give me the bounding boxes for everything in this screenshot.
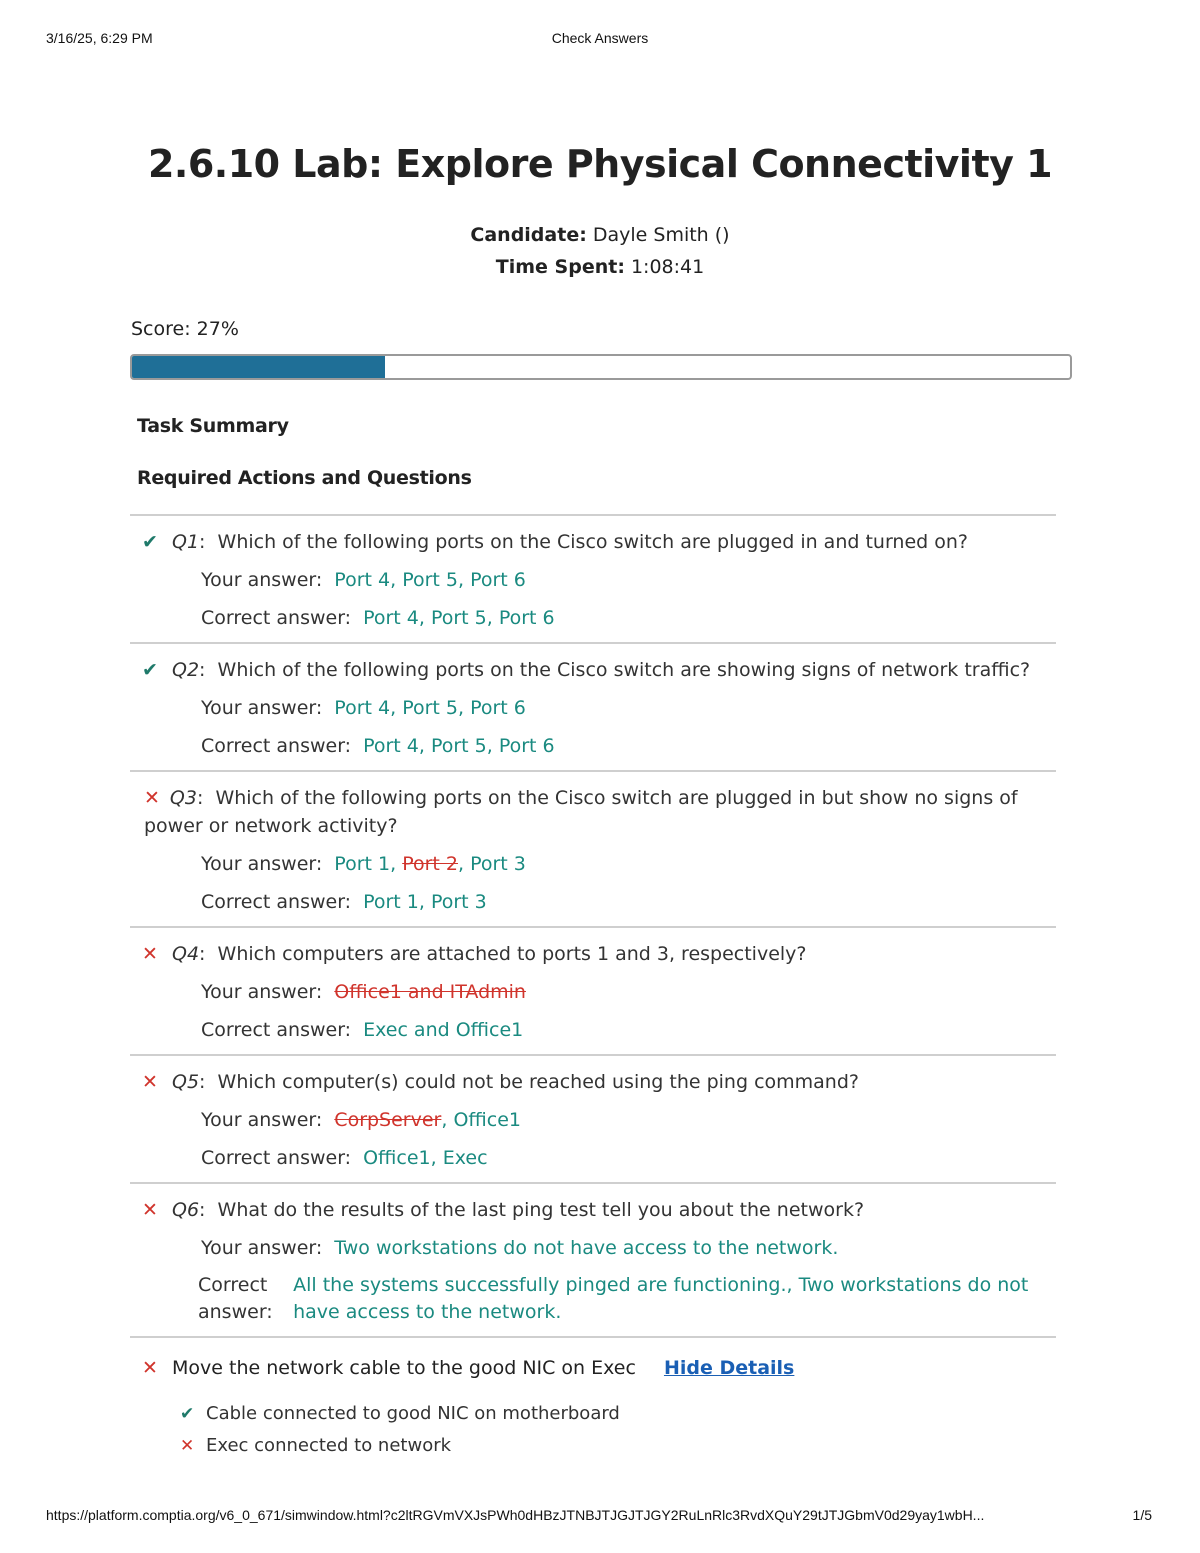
- print-footer: [0, 1507, 1200, 1527]
- question-text: What do the results of the last ping test tell you about the network?: [217, 1199, 865, 1221]
- your-answer-label: Your answer:: [201, 697, 323, 719]
- question-list: [130, 514, 1056, 1460]
- subtask-item: [180, 1432, 1056, 1460]
- question-number: Q1: [172, 531, 200, 553]
- correct-answer-value: Office1, Exec: [363, 1147, 488, 1169]
- cross-icon: ✕: [180, 1436, 195, 1456]
- page-title: 2.6.10 Lab: Explore Physical Connectivity 1: [147, 142, 1053, 186]
- question-number: Q2: [172, 659, 200, 681]
- correct-answer-value: Exec and Office1: [363, 1019, 524, 1041]
- candidate-label: Candidate:: [470, 224, 587, 246]
- cross-icon: ✕: [142, 1199, 158, 1221]
- subtask-text: Exec connected to network: [206, 1435, 452, 1456]
- hide-details-link[interactable]: Hide Details: [663, 1357, 795, 1379]
- correct-answer-label: Correct answer:: [201, 1147, 352, 1169]
- correct-answer-value: All the systems successfully pinged are functioning., Two workstations do not have access to the network.: [293, 1274, 1029, 1323]
- question-item: ✕ Q4: Which computers are attached to ports 1 and 3, respectively? Your answer: Office1 and ITAdmin Correct answer: Exec and Office1: [130, 926, 1056, 1054]
- print-url: https://platform.comptia.org/v6_0_671/simwindow.html?c2ltRGVmVXJsPWh0dHBzJTNBJTJGJTJGY2RuLnRlc3RvdXQuY29tJTJGbmV0d29yay1wbH...: [46, 1507, 985, 1523]
- question-text: Which of the following ports on the Cisco switch are plugged in and turned on?: [217, 531, 969, 553]
- correct-answer-value: Port 1, Port 3: [363, 891, 487, 913]
- question-number: Q4: [172, 943, 200, 965]
- question-item: ✕ Q5: Which computer(s) could not be reached using the ping command? Your answer: CorpServer, Office1 Correct answer: Office1, Exec: [130, 1054, 1056, 1182]
- print-date: 3/16/25, 6:29 PM: [46, 30, 153, 46]
- question-text: Which of the following ports on the Cisco switch are plugged in but show no signs of power or network activity?: [144, 787, 1018, 837]
- candidate-line: [0, 224, 1200, 246]
- cross-icon: ✕: [142, 943, 158, 965]
- question-number: Q6: [172, 1199, 200, 1221]
- your-answer-value: Two workstations do not have access to the network.: [334, 1237, 839, 1259]
- page-number: 1/5: [1132, 1507, 1152, 1523]
- your-answer-value: Office1 and ITAdmin: [334, 981, 526, 1003]
- correct-answer-label: Correct answer:: [201, 1019, 352, 1041]
- correct-answer-label: Correct answer:: [198, 1274, 273, 1323]
- print-header: [0, 30, 1200, 50]
- time-spent-line: [0, 256, 1200, 278]
- print-title: Check Answers: [551, 30, 649, 46]
- your-answer-label: Your answer:: [201, 1237, 323, 1259]
- task-summary-heading: Task Summary: [137, 415, 289, 437]
- cross-icon: ✕: [142, 1071, 158, 1093]
- question-text: Which computer(s) could not be reached using the ping command?: [217, 1071, 859, 1093]
- score-progress-fill: [132, 356, 385, 378]
- subtask-text: Cable connected to good NIC on motherboard: [206, 1403, 620, 1424]
- your-answer-value: CorpServer, Office1: [334, 1109, 522, 1131]
- correct-answer-label: Correct answer:: [201, 891, 352, 913]
- correct-answer-value: Port 4, Port 5, Port 6: [363, 735, 555, 757]
- correct-answer-label: Correct answer:: [201, 607, 352, 629]
- time-spent-value: 1:08:41: [630, 256, 705, 278]
- question-number: Q3: [169, 787, 197, 809]
- cross-icon: ✕: [144, 787, 160, 809]
- check-icon: ✔: [142, 659, 158, 681]
- your-answer-label: Your answer:: [201, 853, 323, 875]
- check-icon: ✔: [180, 1404, 195, 1424]
- required-heading: Required Actions and Questions: [137, 467, 472, 489]
- task-item: [130, 1336, 1056, 1460]
- question-item: ✔ Q2: Which of the following ports on the Cisco switch are showing signs of network traffic? Your answer: Port 4, Port 5, Port 6 Correct answer: Port 4, Port 5, Port 6: [130, 642, 1056, 770]
- question-text: Which of the following ports on the Cisco switch are showing signs of network traffic?: [217, 659, 1031, 681]
- score-progress-bar: [130, 354, 1072, 380]
- check-icon: ✔: [142, 531, 158, 553]
- your-answer-value: Port 1, Port 2, Port 3: [334, 853, 526, 875]
- correct-answer-label: Correct answer:: [201, 735, 352, 757]
- your-answer-value: Port 4, Port 5, Port 6: [334, 697, 526, 719]
- time-spent-label: Time Spent:: [495, 256, 625, 278]
- cross-icon: ✕: [142, 1357, 158, 1379]
- question-item: ✔ Q1: Which of the following ports on the Cisco switch are plugged in and turned on? Your answer: Port 4, Port 5, Port 6 Correct answer: Port 4, Port 5, Port 6: [130, 514, 1056, 642]
- candidate-value: Dayle Smith (): [592, 224, 730, 246]
- question-number: Q5: [172, 1071, 200, 1093]
- your-answer-label: Your answer:: [201, 1109, 323, 1131]
- task-text: Move the network cable to the good NIC on Exec: [172, 1357, 636, 1379]
- your-answer-value: Port 4, Port 5, Port 6: [334, 569, 526, 591]
- score-label: Score: 27%: [131, 318, 239, 340]
- question-item: ✕ Q3: Which of the following ports on the Cisco switch are plugged in but show no signs of power or network activity? Your answer: Port 1, Port 2, Port 3 Correct answer: Port 1, Port 3: [130, 770, 1056, 926]
- subtask-item: [180, 1400, 1056, 1428]
- correct-answer-value: Port 4, Port 5, Port 6: [363, 607, 555, 629]
- question-text: Which computers are attached to ports 1 and 3, respectively?: [217, 943, 807, 965]
- question-item: ✕ Q6: What do the results of the last ping test tell you about the network? Your answer: Two workstations do not have access to the network. Correct answer: All the systems successfully pinged are functioning., Two workstations do not have access to the network.: [130, 1182, 1056, 1336]
- your-answer-label: Your answer:: [201, 981, 323, 1003]
- your-answer-label: Your answer:: [201, 569, 323, 591]
